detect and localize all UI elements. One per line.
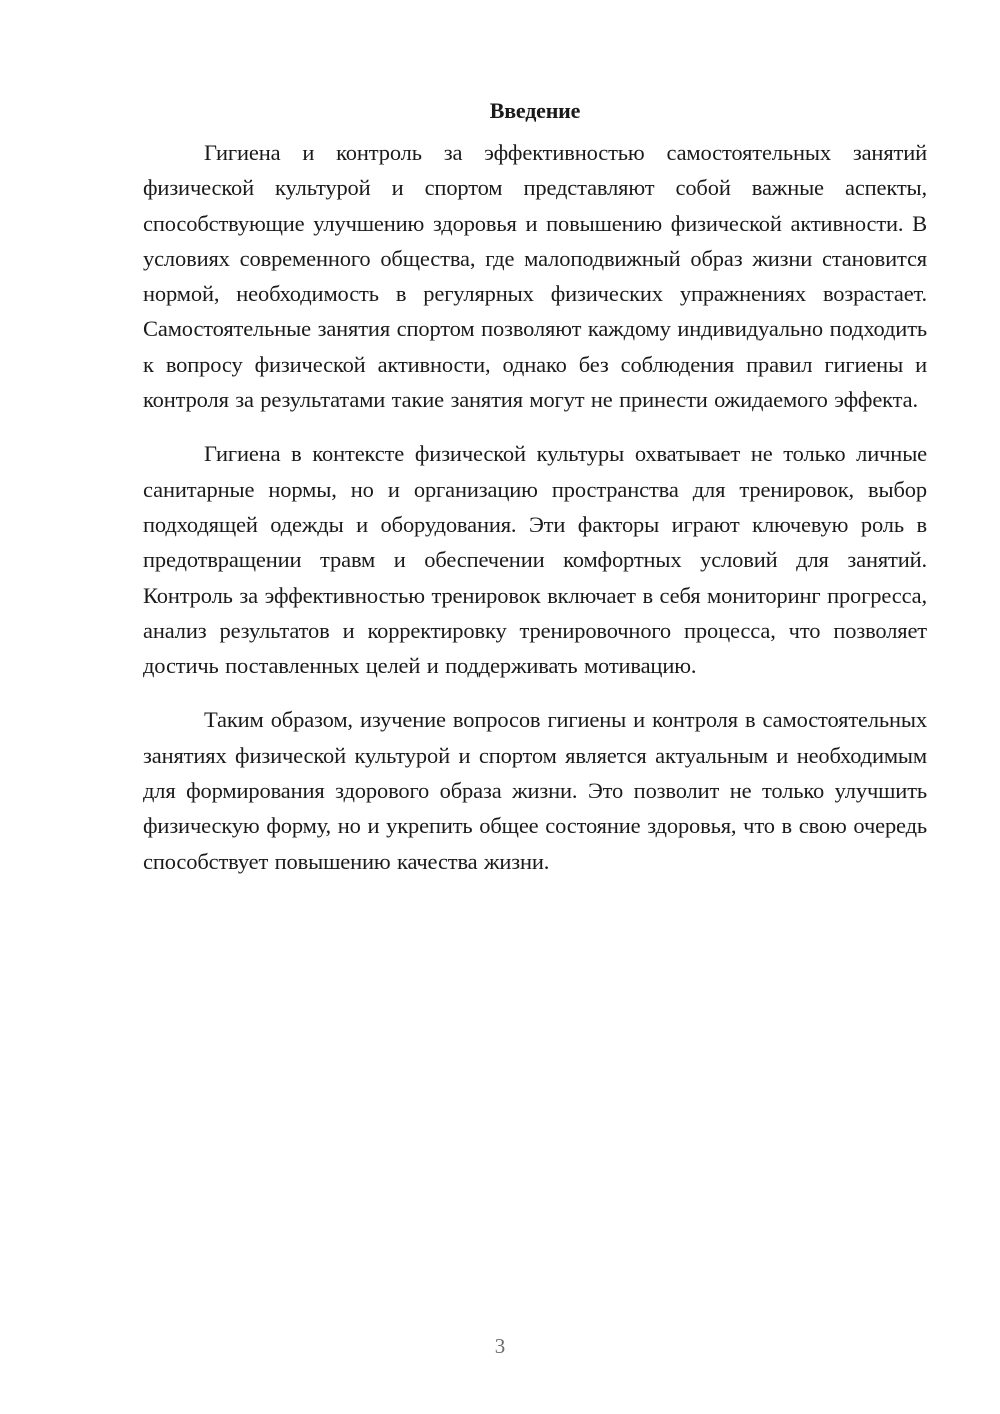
page-content xyxy=(143,94,927,898)
paragraph-2: Гигиена в контексте физической культуры охватывает не только личные санитарные нормы, но и организацию пространства для тренировок, выбор подходящей одежды и оборудования. Эти факторы играют ключевую роль в предотвращении травм и обеспечении комфортных условий для занятий. Контроль за эффективностью тренировок включает в себя мониторинг прогресса, анализ результатов и корректировку тренировочного процесса, что позволяет достичь поставленных целей и поддерживать мотивацию. xyxy=(143,441,927,679)
paragraph-3: Таким образом, изучение вопросов гигиены и контроля в самостоятельных занятиях физической культурой и спортом является актуальным и необходимым для формирования здорового образа жизни. Это позволит не только улучшить физическую форму, но и укрепить общее состояние здоровья, что в свою очередь способствует повышению качества жизни. xyxy=(143,707,927,874)
page-number: 3 xyxy=(494,1334,506,1358)
section-title: Введение xyxy=(489,98,581,123)
paragraph-1: Гигиена и контроль за эффективностью самостоятельных занятий физической культурой и спортом представляют собой важные аспекты, способствующие улучшению здоровья и повышению физической активности. В условиях современного общества, где малоподвижный образ жизни становится нормой, необходимость в регулярных физических упражнениях возрастает. Самостоятельные занятия спортом позволяют каждому индивидуально подходить к вопросу физической активности, однако без соблюдения правил гигиены и контроля за результатами такие занятия могут не принести ожидаемого эффекта. xyxy=(143,140,927,413)
